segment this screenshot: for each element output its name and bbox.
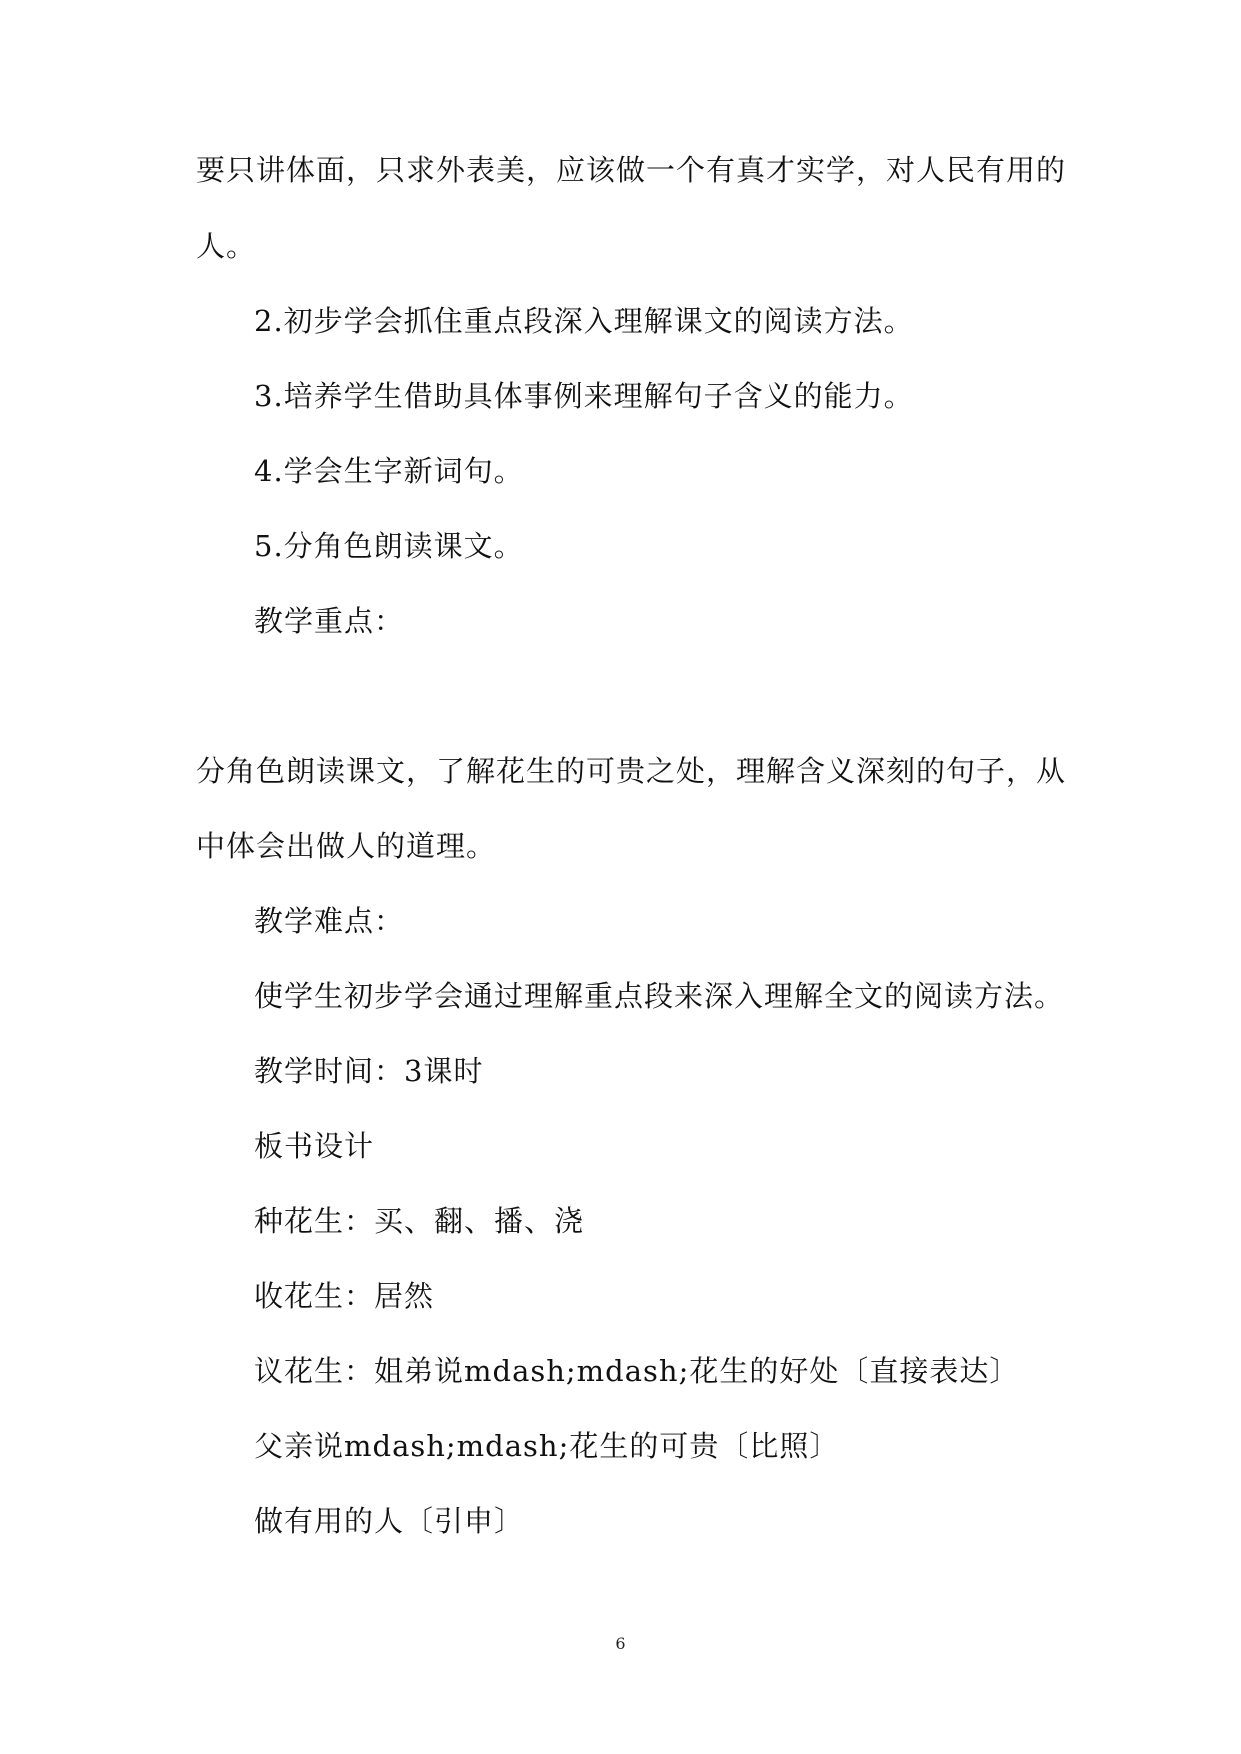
section-heading-key-points: 教学重点：	[254, 604, 405, 638]
board-line: 议花生：姐弟说mdash;mdash;花生的好处〔直接表达〕	[254, 1354, 1020, 1388]
section-heading-difficulties: 教学难点：	[254, 904, 405, 938]
teaching-time: 教学时间：3课时	[254, 1054, 484, 1088]
text-line: 人。	[196, 229, 257, 263]
text-line: 中体会出做人的道理。	[196, 829, 497, 863]
board-line: 父亲说mdash;mdash;花生的可贵〔比照〕	[254, 1429, 840, 1463]
text-line: 分角色朗读课文，了解花生的可贵之处，理解含义深刻的句子，从	[196, 754, 1067, 788]
list-item-2: 2.初步学会抓住重点段深入理解课文的阅读方法。	[254, 304, 914, 338]
page-number: 6	[615, 1634, 626, 1653]
section-heading-board-design: 板书设计	[254, 1129, 375, 1163]
board-line: 收花生：居然	[254, 1279, 435, 1313]
text-line: 要只讲体面，只求外表美，应该做一个有真才实学，对人民有用的	[196, 153, 1067, 187]
list-item-3: 3.培养学生借助具体事例来理解句子含义的能力。	[254, 379, 914, 413]
list-item-5: 5.分角色朗读课文。	[254, 529, 524, 563]
list-item-4: 4.学会生字新词句。	[254, 454, 524, 488]
board-line: 做有用的人〔引申〕	[254, 1504, 525, 1538]
board-line: 种花生：买、翻、播、浇	[254, 1204, 585, 1238]
text-line: 使学生初步学会通过理解重点段来深入理解全文的阅读方法。	[254, 979, 1065, 1013]
